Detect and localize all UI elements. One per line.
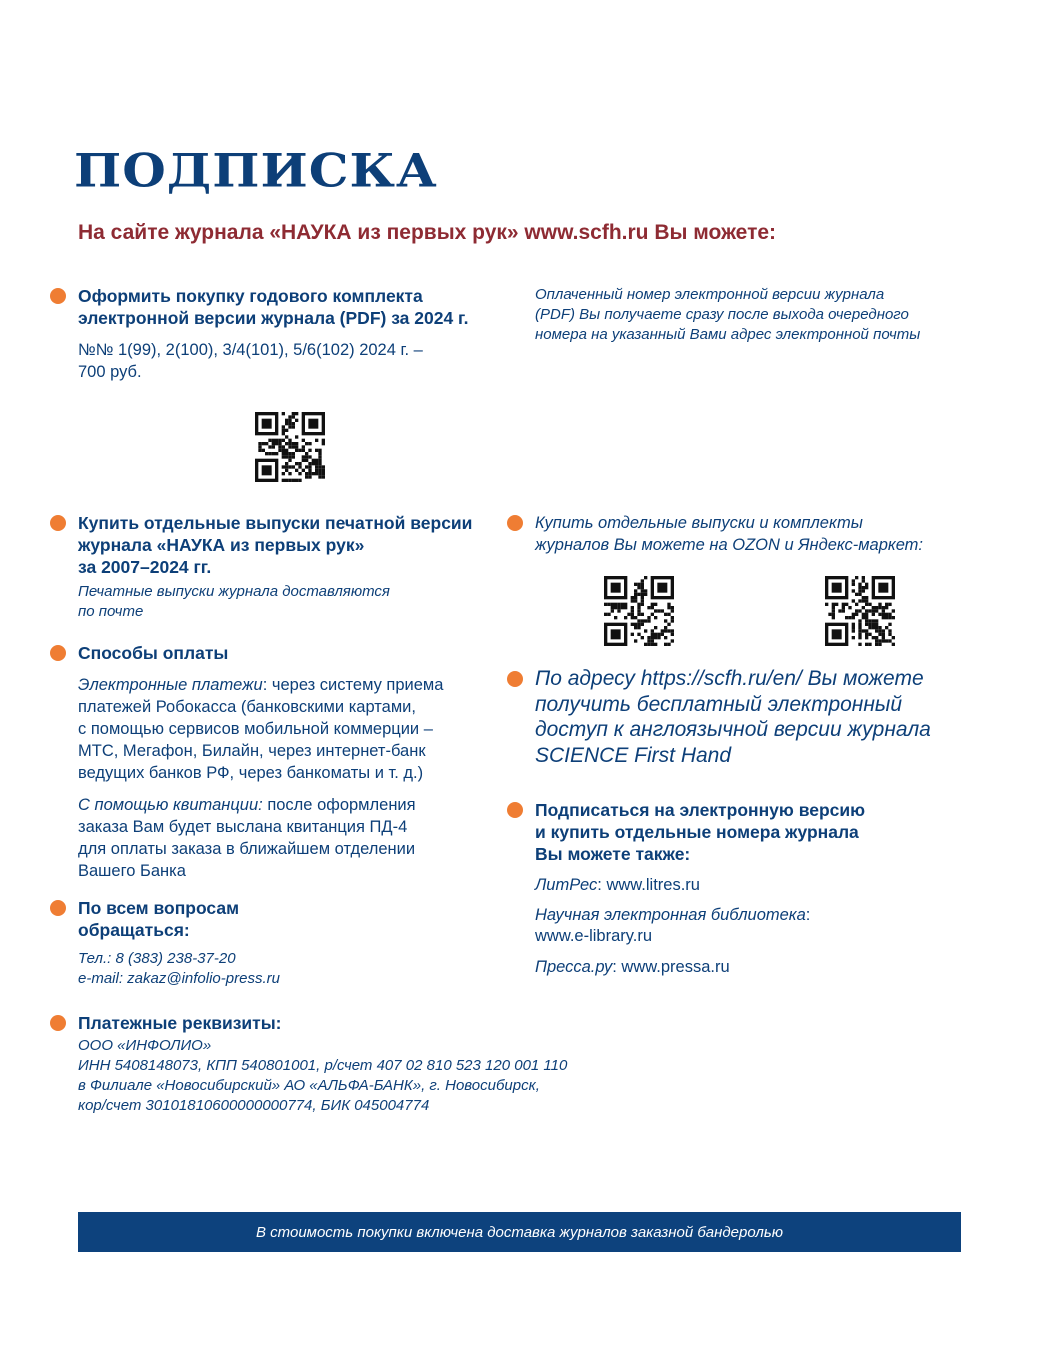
phone-number[interactable]: Тел.: 8 (383) 238-37-20 (78, 950, 236, 967)
page-title: ПОДПИСКА (74, 143, 438, 198)
litres-link[interactable]: ЛитРес: www.litres.ru (535, 876, 700, 894)
requisites-section (78, 1012, 678, 1116)
footer-banner (78, 1212, 961, 1252)
bullet-icon (507, 515, 523, 531)
print-note: Печатные выпуски журнала доставляются по почте (78, 583, 390, 620)
electronic-version-section (78, 285, 518, 383)
footer-text: В стоимость покупки включена доставка журналов заказной бандеролью (256, 1223, 783, 1241)
qr-code-ozon-icon[interactable] (604, 576, 674, 646)
elibrary-link[interactable]: Научная электронная библиотека: www.e-library.ru (535, 906, 811, 945)
english-version-section (535, 666, 985, 768)
electronic-delivery-note: Оплаченный номер электронной версии журнала (PDF) Вы получаете сразу после выхода очередного номера на указанный Вами адрес электронной почты (535, 286, 921, 343)
requisites-heading: Платежные реквизиты: (78, 1013, 282, 1033)
english-version-text: По адресу https://scfh.ru/en/ Вы можете получить бесплатный электронный доступ к англоязычной версии журнала SCIENCE First Hand (535, 667, 931, 767)
marketplaces-text: Купить отдельные выпуски и комплекты журналов Вы можете на OZON и Яндекс-маркет: (535, 514, 924, 554)
print-heading: Купить отдельные выпуски печатной версии журнала «НАУКА из первых рук» за 2007–2024 гг. (78, 513, 473, 577)
email-address[interactable]: e-mail: zakaz@infolio-press.ru (78, 970, 280, 987)
marketplaces-section (535, 512, 975, 556)
electronic-heading: Оформить покупку годового комплекта электронной версии журнала (PDF) за 2024 г. (78, 286, 469, 328)
payment-heading: Способы оплаты (78, 643, 229, 663)
bullet-icon (50, 288, 66, 304)
subtitle: На сайте журнала «НАУКА из первых рук» www.scfh.ru Вы можете: (78, 221, 777, 244)
qr-code-electronic-icon[interactable] (255, 412, 325, 482)
payment-methods-section (78, 642, 518, 882)
payment-receipt-text: С помощью квитанции: после оформления заказа Вам будет выслана квитанция ПД-4 для оплаты заказа в ближайшем отделении Вашего Банка (78, 796, 416, 880)
qr-code-yandex-market-icon[interactable] (825, 576, 895, 646)
payment-electronic-text: Электронные платежи: через систему приема платежей Робокасса (банковскими картами, с помощью сервисов мобильной коммерции – МТС, Мегафон, Билайн, через интернет-банк ведущих банков РФ, через банкоматы и т. д.) (78, 676, 444, 782)
bullet-icon (507, 802, 523, 818)
contacts-heading: По всем вопросам обращаться: (78, 898, 240, 940)
subscribe-section (535, 799, 985, 978)
bullet-icon (50, 645, 66, 661)
print-issues-section (78, 512, 518, 622)
bullet-icon (50, 900, 66, 916)
pressa-link[interactable]: Пресса.ру: www.pressa.ru (535, 958, 730, 976)
bullet-icon (50, 515, 66, 531)
requisites-details: ООО «ИНФОЛИО» ИНН 5408148073, КПП 540801001, р/счет 407 02 810 523 120 001 110 в Филиале «Новосибирский» АО «АЛЬФА-БАНК», г. Новосибирск, кор/счет 30101810600000000774, БИК 045004774 (78, 1037, 568, 1114)
electronic-issues-price: №№ 1(99), 2(100), 3/4(101), 5/6(102) 2024 г. – 700 руб. (78, 341, 423, 381)
bullet-icon (50, 1015, 66, 1031)
subscribe-heading: Подписаться на электронную версию и купить отдельные номера журнала Вы можете также: (535, 800, 866, 864)
contacts-details (78, 949, 518, 989)
contacts-section (78, 897, 518, 989)
bullet-icon (507, 671, 523, 687)
